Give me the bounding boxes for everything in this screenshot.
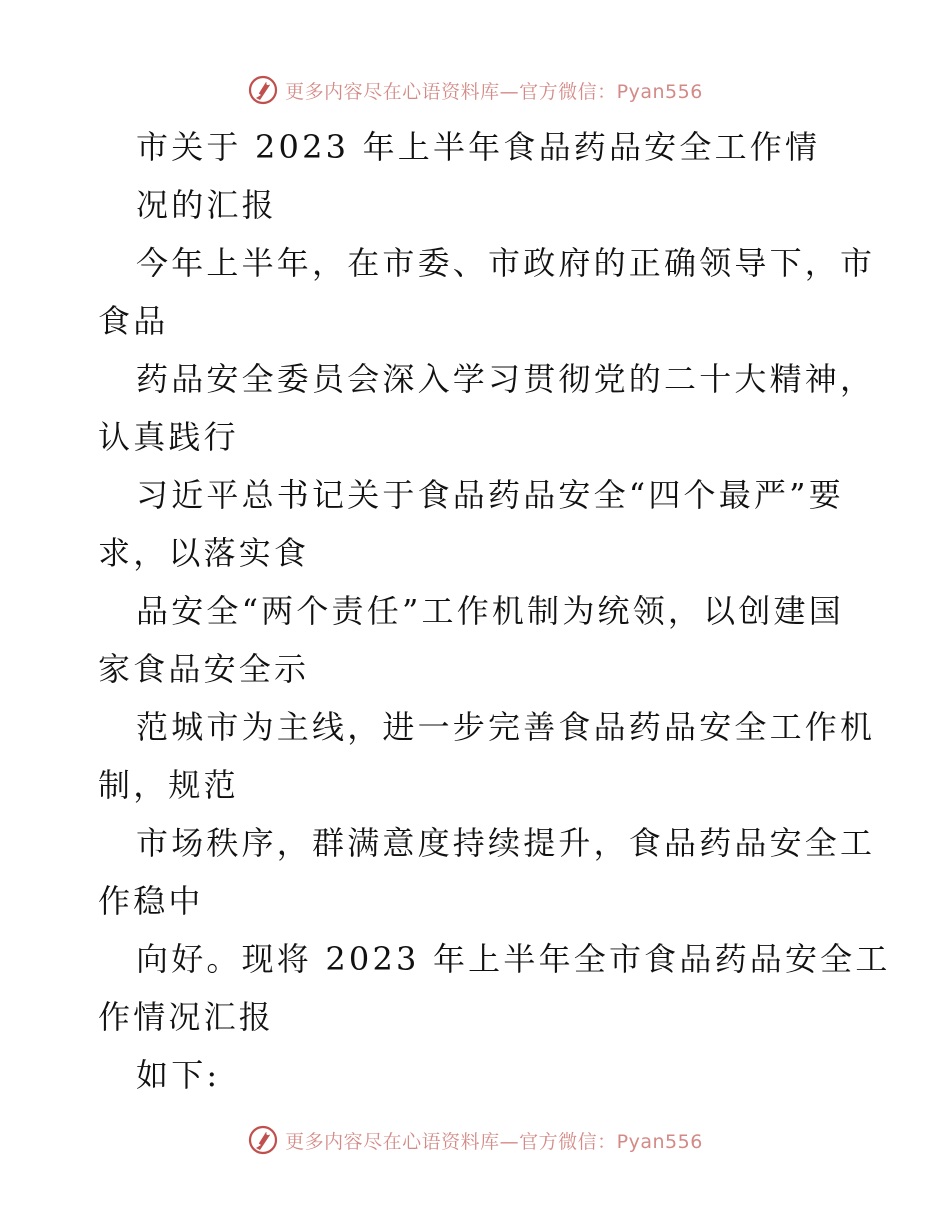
doc-line: 习近平总书记关于食品药品安全“四个最严”要 [136,476,844,514]
doc-line: 市场秩序，群满意度持续提升，食品药品安全工 [136,824,876,862]
doc-line: 制，规范 [98,766,239,804]
doc-line: 认真践行 [98,418,239,456]
doc-line: 况的汇报 [136,186,277,224]
doc-line: 家食品安全示 [98,650,310,688]
pen-nib-logo-icon [247,1124,279,1156]
doc-line: 向好。现将 2023 年上半年全市食品药品安全工 [136,940,891,978]
document-body [0,118,950,1104]
doc-line: 作稳中 [98,882,204,920]
doc-line: 如下: [136,1056,221,1094]
doc-line: 药品安全委员会深入学习贯彻党的二十大精神， [136,360,876,398]
doc-line: 求，以落实食 [98,534,310,572]
doc-line: 市关于 2023 年上半年食品药品安全工作情 [136,128,821,166]
doc-line: 今年上半年，在市委、市政府的正确领导下，市 [136,244,876,282]
doc-line: 食品 [98,302,169,340]
header-watermark [0,70,950,110]
watermark-text: 更多内容尽在心语资料库—官方微信：Pyan556 [285,1130,703,1153]
watermark-text: 更多内容尽在心语资料库—官方微信：Pyan556 [285,80,703,103]
doc-line: 范城市为主线，进一步完善食品药品安全工作机 [136,708,876,746]
doc-line: 品安全“两个责任”工作机制为统领，以创建国 [136,592,844,630]
footer-watermark [0,1120,950,1160]
doc-line: 作情况汇报 [98,998,275,1036]
pen-nib-logo-icon [247,74,279,106]
